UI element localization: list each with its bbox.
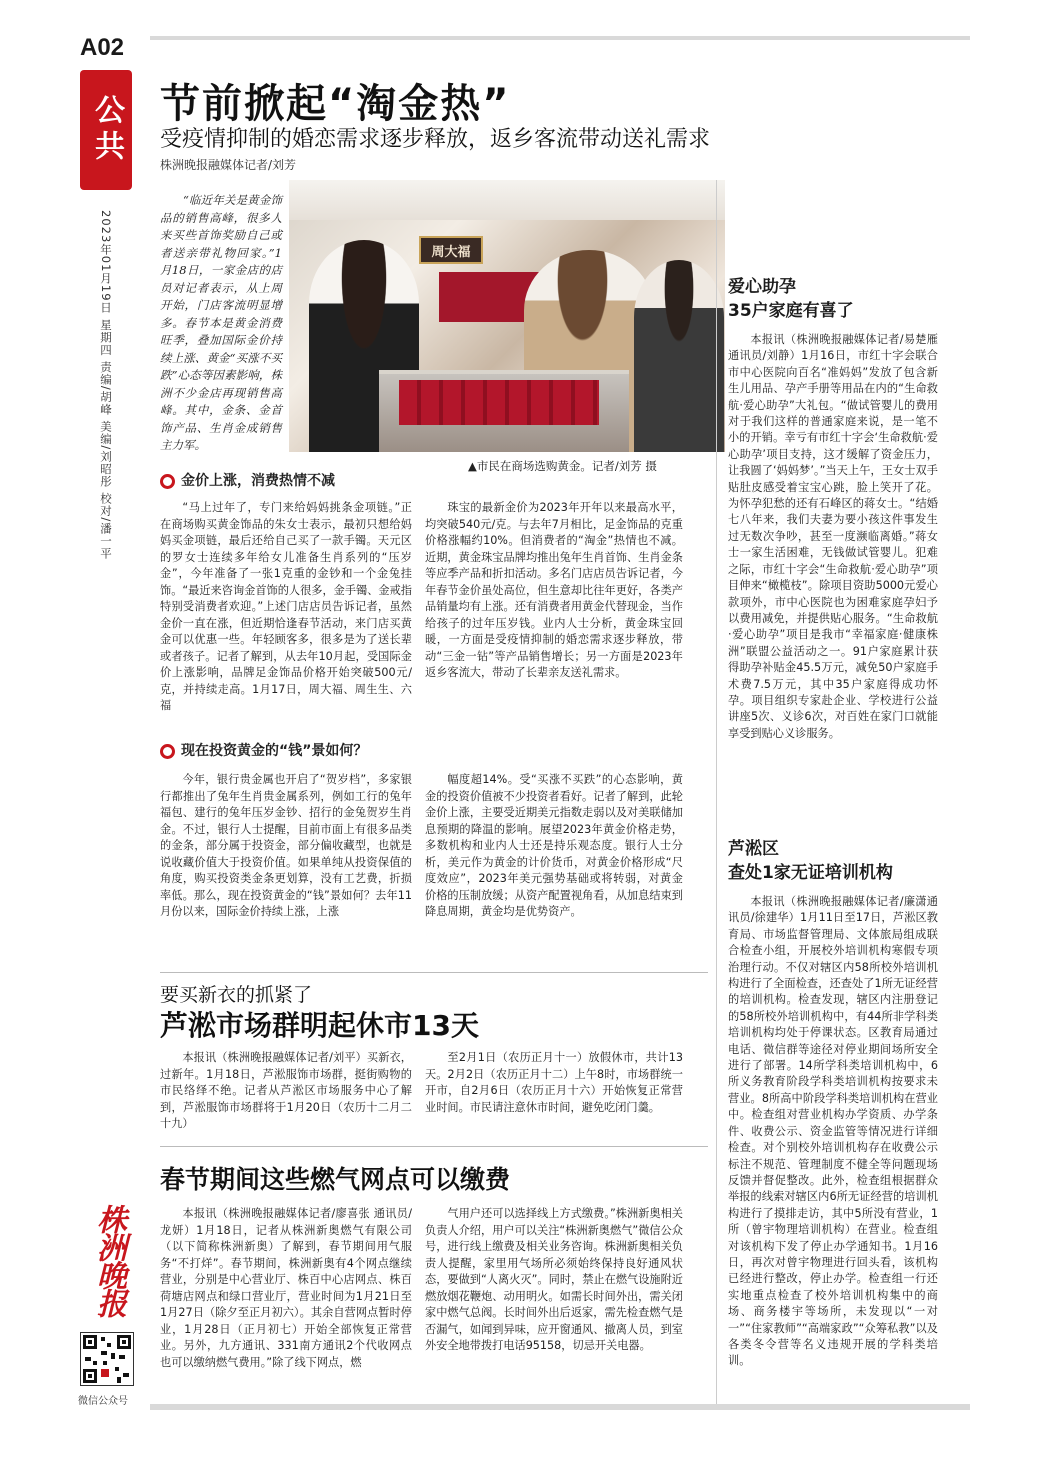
shop-ceiling <box>289 180 725 220</box>
sub2-col2: 幅度超14%。受“买涨不买跌”的心态影响，黄金的投资价值被不少投资者看好。记者了解到，此轮金价上涨，主要受近期美元指数走弱以及对美联储加息预期的降温的影响。展望2023年黄金价格走势，多数机构和业内人士还是持乐观态度。银行人士分析，美元作为黄金的计价货币，对黄金价格形成“尺度效应”，2023年美元强势基础或将转弱，对黄金价格的压制放缓；从资产配置视角看，从加息结束到降息周期，黄金均是优势资产。 <box>425 773 683 918</box>
training-text: 本报讯（株洲晚报融媒体记者/廉潇通讯员/徐建华）1月11日至17日，芦淞区教育局、市场监督管理局、文体旅局组成联合检查小组，开展校外培训机构寒假专项治理行动。不仅对辖区内58所校外培训机构进行了全面检查，还查处了1所无证经营的培训机构。检查发现，辖区内注册登记的58所校外培训机构中，有44所非学科类培训机构均处于停课状态。区教育局通过电话、微信群等途径对停业期间场所安全进行了部署。14所学科类培训机构中，6所义务教育阶段学科类培训机构按要求未营业。8所高中阶段学科类培训机构在营业中。检查组对营业机构办学资质、办学条件、收费公示、资金监管等情况进行详细检查。对个别校外培训机构存在收费公示标注不规范、管理制度不健全等问题现场反馈并督促整改。此外，检查组根据群众举报的线索对辖区内6所无证经营的培训机构进行了摸排走访，其中5所没有营业，1所（曾宇物理培训机构）在营业。检查组对该机构下发了停止办学通知书。1月16日，再次对曾宇物理进行回头看，该机构已经进行整改，停止办学。检查组一行还实地重点检查了校外培训机构集中的商场、商务楼宇等场所，未发现以“一对一”“住家教师”“高端家政”“众筹私教”以及各类冬令营等名义违规开展的学科类培训。 <box>728 895 938 1368</box>
divider-market <box>160 972 708 973</box>
divider-gas <box>160 1146 708 1147</box>
gas-col2: 气用户还可以选择线上方式缴费。”株洲新奥相关负责人介绍，用户可以关注“株洲新奥燃气”微信公众号，进行线上缴费及相关业务咨询。株洲新奥相关负责人提醒，家里用气场所必须始终保持良好通风状态，要做到“人离火灭”。同时，禁止在燃气设施附近燃放烟花鞭炮、动用明火。如需长时间外出，需关闭家中燃气总阀。长时间外出后返家，需先检查燃气是否漏气，如闻到异味，应开窗通风、撤离人员，到室外安全地带拨打电话95158，切忌开关电器。 <box>425 1207 683 1352</box>
bottom-rule <box>150 1404 970 1410</box>
subhead-2 <box>160 740 367 760</box>
aixin-title-2: 35户家庭有喜了 <box>728 301 854 321</box>
section-name: 公共 <box>89 94 124 166</box>
masthead-logo <box>84 1200 132 1320</box>
qr-code-icon <box>81 1333 133 1385</box>
sub1-col2: 珠宝的最新金价为2023年开年以来最高水平，均突破540元/克。与去年7月相比，足金饰品的克重价格涨幅约10%。但消费者的“淘金”热情也不减。近期，黄金珠宝品牌均推出兔年生肖首饰、生肖金条等应季产品和折扣活动。多名门店店员告诉记者，今年春节金价虽处高位，但生意却比往年更好，各类产品销量均有上涨。还有消费者用黄金代替现金，当作给孩子的过年压岁钱。业内人士分析，黄金珠宝回暖，一方面是受疫情抑制的婚恋需求逐步释放，带动“三金一钻”等产品销售增长；另一方面是2023年返乡客流大，带动了长辈亲友送礼需求。 <box>425 501 683 679</box>
lead-intro: “临近年关是黄金饰品的销售高峰，很多人来买些首饰奖励自己或者送亲带礼物回家。”1月18日，一家金店的店员对记者表示，从上周开始，门店客流明显增多。春节本是黄金消费旺季，叠加国际金价持续上涨、黄金“买涨不买跌”心态等因素影响，株洲不少金店再现销售高峰。其中，金条、金首饰产品、生肖金成销售主力军。 <box>160 193 282 452</box>
photo-caption: ▲市民在商场选购黄金。记者/刘芳 摄 <box>468 459 657 473</box>
subhead-1-text: 金价上涨，消费热情不减 <box>181 473 335 489</box>
masthead-text: 株洲晚报 <box>91 1204 126 1316</box>
lead-byline: 株洲晚报融媒体记者/刘芳 <box>160 158 297 172</box>
right-col-rule <box>716 180 717 1410</box>
shop-sign: 周大福 <box>419 236 483 264</box>
section-tab <box>80 70 132 190</box>
qr-label: 微信公众号 <box>78 1396 128 1407</box>
top-rule <box>150 36 970 40</box>
gas-col1: 本报讯（株洲晚报融媒体记者/廖喜张 通讯员/龙妍）1月18日，记者从株洲新奥燃气有限公司（以下简称株洲新奥）了解到，春节期间用气服务“不打烊”。春节期间，株洲新奥有4个网点继续营业，分别是中心营业厅、株百中心店网点、株百荷塘店网点和绿口营业厅，营业时间为1月21日至1月27日（除夕至正月初六）。其余自营网点暂时停业，1月28日（正月初七）开始全部恢复正常营业。另外，九方通讯、331南方通讯2个代收网点也可以缴纳燃气费用。”除了线下网点，燃 <box>160 1207 412 1369</box>
aixin-title-1: 爱心助孕 <box>728 277 796 297</box>
market-col2: 至2月1日（农历正月十一）放假休市，共计13天。2月2日（农历正月十二）上午8时，市场群统一开市，自2月6日（农历正月十六）开始恢复正常营业时间。市民请注意休市时间，避免吃闭门羹。 <box>425 1051 683 1114</box>
subhead-bullet-icon <box>160 474 175 489</box>
market-title: 芦淞市场群明起休市13天 <box>160 1009 479 1042</box>
lead-photo <box>289 180 725 452</box>
subhead-2-text: 现在投资黄金的“钱”景如何？ <box>181 743 368 759</box>
training-title-2: 查处1家无证培训机构 <box>728 863 893 883</box>
market-col1: 本报讯（株洲晚报融媒体记者/刘平）买新衣，过新年。1月18日，芦淞服饰市场群，挺街购物的市民络绎不绝。记者从芦淞区市场服务中心了解到，芦淞服饰市场群将于1月20日（农历十二月二十九） <box>160 1051 412 1130</box>
lead-title: 节前掀起“淘金热” <box>160 81 511 127</box>
sub1-col1: “马上过年了，专门来给妈妈挑条金项链。”正在商场购买黄金饰品的朱女士表示，最初只想给妈妈买金项链，最后还给自己买了一款手镯。天元区的罗女士连续多年给女儿准备生肖系列的“压岁金”，今年准备了一张1克重的金钞和一个金兔挂饰。“最近来咨询金首饰的人很多，金手镯、金戒指特别受消费者欢迎。”上述门店店员告诉记者，虽然金价一直在涨，但近期恰逢春节活动，来门店买黄金可以优惠一些。年轻顾客多，很多是为了送长辈或者孩子。记者了解到，从去年10月起，受国际金价上涨影响，品牌足金饰品价格开始突破500元/克，并持续走高。1月17日，周大福、周生生、六福 <box>160 501 412 712</box>
subhead-bullet-icon <box>160 744 175 759</box>
aixin-text: 本报讯（株洲晚报融媒体记者/易楚雁 通讯员/刘静）1月16日，市红十字会联合市中心医院向百名“准妈妈”发放了包含新生儿用品、孕产手册等用品在内的“生命救航·爱心助孕”大礼包。“做试管婴儿的费用对于我们这样的普通家庭来说，是一笔不小的开销。幸亏有市红十字会‘生命救航·爱心助孕’项目支持，这才缓解了资金压力，让我圆了‘妈妈梦’。”当天上午，王女士双手贴肚皮感受着宝宝心跳，脸上笑开了花。为怀孕犯愁的还有石峰区的蒋女士。“结婚七八年来，我们夫妻为要小孩这件事发生过无数次争吵，甚至一度濒临离婚。”蒋女士一家生活困难，无钱做试管婴儿。犯难之际，市红十字会“生命救航·爱心助孕”项目伸来“橄榄枝”。除项目资助5000元爱心款项外，市中心医院也为困难家庭孕妇予以费用减免，并提供贴心服务。“生命救航·爱心助孕”项目是我市“幸福家庭·健康株洲”联盟公益活动之一。91户家庭累计获得助孕补贴金45.5万元，减免50户家庭手术费7.5万元，其中35户家庭得成功怀孕。项目组织专家赴企业、学校进行公益讲座5次、义诊6次，对百姓在家门口就能享受到贴心义诊服务。 <box>728 333 938 740</box>
training-title-1: 芦淞区 <box>728 839 779 859</box>
gas-title: 春节期间这些燃气网点可以缴费 <box>160 1165 511 1194</box>
subhead-1 <box>160 470 335 490</box>
date-line: 2023年01月19日 星期四 责编/胡峰 美编/刘昭彤 校对/潘一平 <box>99 210 113 560</box>
jewelry-tray <box>399 380 599 425</box>
sub2-col1: 今年，银行贵金属也开启了“贺岁档”，多家银行都推出了兔年生肖贵金属系列，例如工行的兔年福包、建行的兔年压岁金钞、招行的金兔贺岁生肖金。不过，银行人士提醒，目前市面上有很多品类的金条，部分属于投资金，部分偏收藏型，也就是说收藏价值大于投资价值。如果单纯从投资保值的角度，购买投资类金条更划算，没有工艺费，折损率低。那么，现在投资黄金的“钱”景如何？去年11月份以来，国际金价持续上涨，上涨 <box>160 773 412 918</box>
qr-code[interactable] <box>80 1332 134 1386</box>
person-man <box>634 260 724 452</box>
lead-subtitle: 受疫情抑制的婚恋需求逐步释放，返乡客流带动送礼需求 <box>160 127 711 152</box>
market-kicker: 要买新衣的抓紧了 <box>160 984 313 1006</box>
page-number: A02 <box>80 34 125 61</box>
